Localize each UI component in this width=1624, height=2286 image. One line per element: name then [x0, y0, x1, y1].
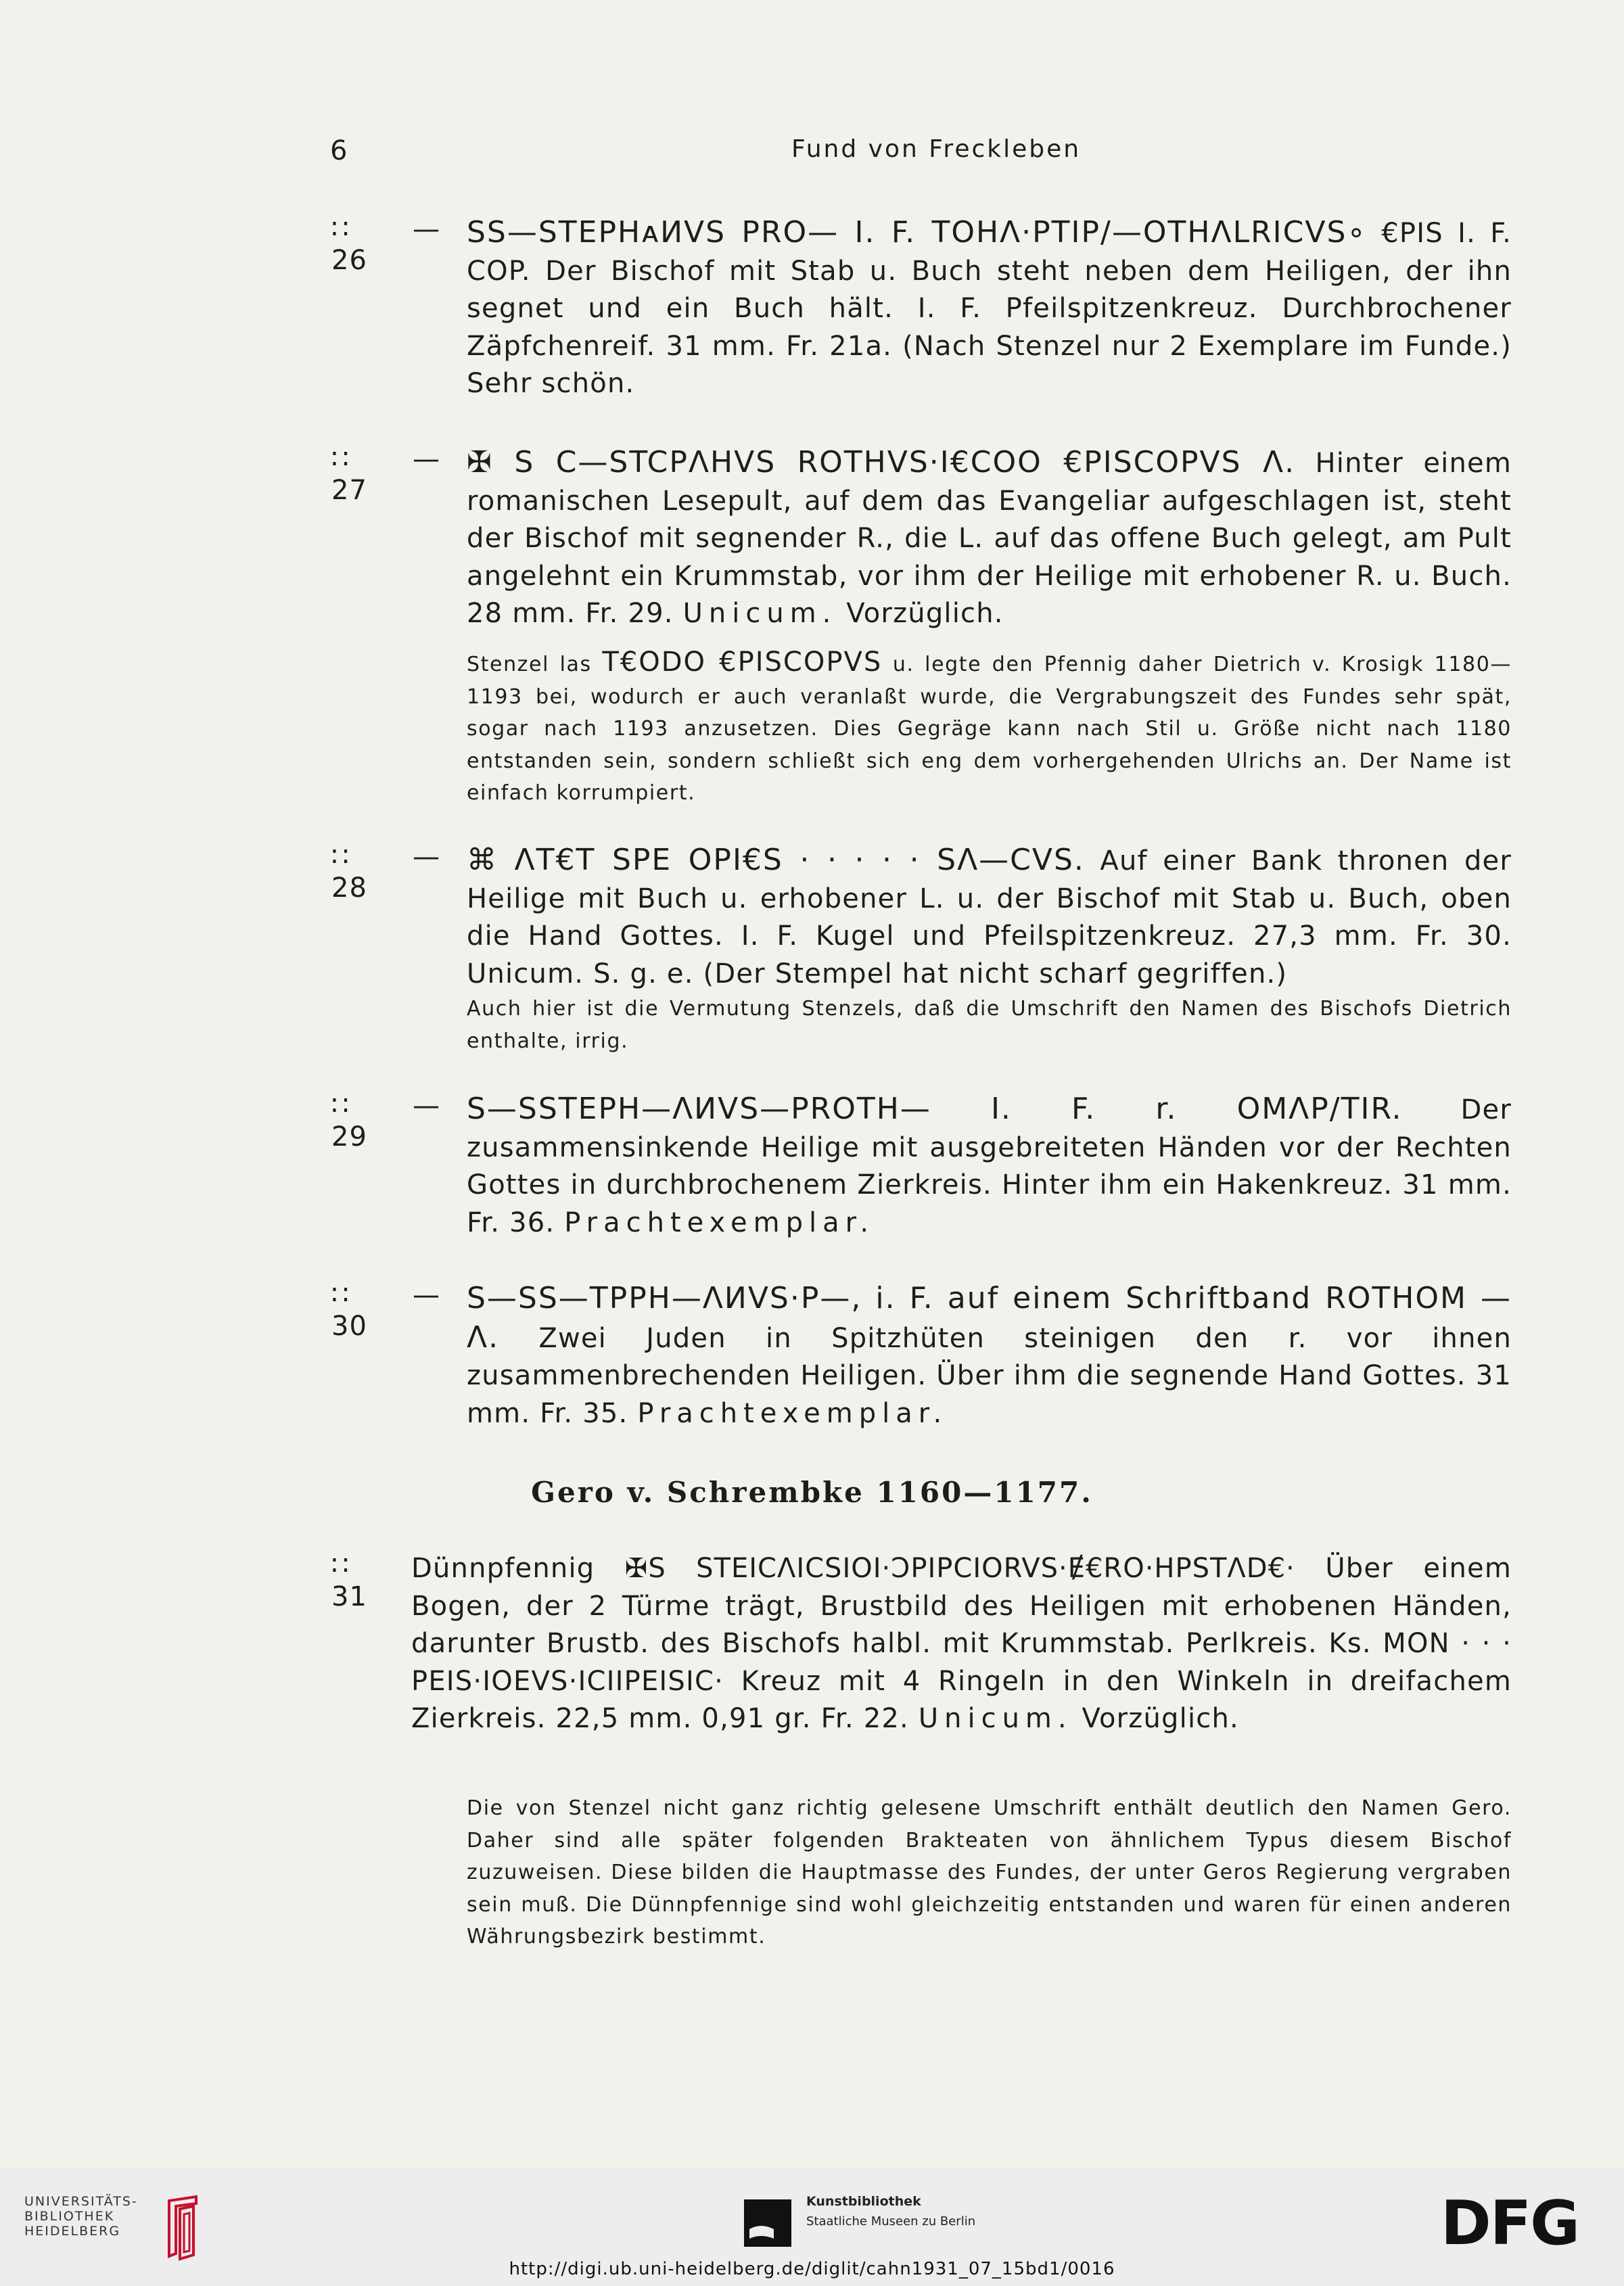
rarity-note: Unicum.: [682, 598, 837, 629]
entry-dash: —: [413, 1090, 440, 1121]
footnote-text: Die von Stenzel nicht ganz richtig gelesene Umschrift enthält deutlich den Namen Gero. Daher sind alle später folgenden Brakteaten von ähnlichem Typus diesem Bischof zuzuweisen. Diese bilden die Hauptmasse des Fundes, der unter Geros Regierung vergraben sein muß. Die Dünnpfennige sind wohl gleichzeitig entstanden und waren für einen anderen Währungsbezirk bestimmt.: [467, 1796, 1512, 1949]
coin-legend: ✠ S C—STCPɅHVS ROTHVS·I€COO €PISCOPVS Ʌ.: [467, 445, 1296, 480]
entry-text: [467, 1090, 1512, 1242]
kunstbibliothek-subtitle: Staatliche Museen zu Berlin: [806, 2214, 976, 2229]
entry-text: [467, 214, 1512, 403]
footnote-legend: T€ODO €PISCOPVS: [602, 647, 883, 678]
running-title: Fund von Freckleben: [791, 135, 1082, 163]
catalog-entry-27: [331, 444, 1512, 822]
permalink-url[interactable]: http://digi.ub.uni-heidelberg.de/diglit/cahn1931_07_15bd1/0016: [509, 2259, 1115, 2279]
denomination-label: Dünnpfennig: [411, 1553, 595, 1584]
grade-note: Prachtexemplar.: [637, 1397, 948, 1429]
entry-text: [411, 1550, 1512, 1738]
footnote-text: u. legte den Pfennig daher Dietrich v. Krosigk 1180—1193 bei, wodurch er auch veranlaßt wurde, die Vergrabungszeit des Fundes sehr spät, sogar nach 1193 anzusetzen. Dies Gegräge kann nach Stil u. Größe nicht nach 1180 entstanden sein, sondern schließt sich eng dem vorhergehenden Ulrichs an. Der Name ist einfach korrumpiert.: [467, 653, 1512, 805]
catalog-entry-26: [331, 214, 1512, 410]
entry-text: [467, 841, 1512, 993]
coin-legend: ⌘ ɅT€T SPE OPI€S · · · · · SɅ—CVS.: [467, 843, 1085, 877]
entry-footnote: [467, 1792, 1512, 1953]
coin-legend: ✠S STEICɅICSIOI·ƆPIPCIORVS·Ɇ€RO·HPSTɅD€·: [624, 1553, 1295, 1584]
entry-number: ∷ 29: [331, 1090, 367, 1152]
grade-note: Vorzüglich.: [1082, 1703, 1239, 1734]
catalog-entry-28: [331, 841, 1512, 1065]
grade-note: Vorzüglich.: [846, 598, 1004, 629]
entry-number: ∷ 28: [331, 841, 367, 904]
entry-footnote: [467, 647, 1512, 810]
entry-dash: —: [413, 214, 440, 245]
entry-dash: —: [413, 841, 440, 872]
ub-heidelberg-logo[interactable]: [24, 2194, 207, 2248]
entry-description: Der zusammensinkende Heilige mit ausgebreiteten Händen vor der Rechten Gottes in durchbrochenem Zierkreis. Hinter ihm ein Hakenkreuz. 31 mm. Fr. 36.: [467, 1094, 1512, 1238]
entry-description: Auf einer Bank thronen der Heilige mit Buch u. erhobener L. u. der Bischof mit Stab u. Buch, oben die Hand Gottes. I. F. Kugel und Pfeilspitzenkreuz. 27,3 mm. Fr. 30. Unicum. S. g. e. (Der Stempel hat nicht scharf gegriffen.): [467, 845, 1512, 989]
footnote-text: Auch hier ist die Vermutung Stenzels, daß die Umschrift den Namen des Bischofs Dietrich enthalte, irrig.: [467, 997, 1512, 1053]
kunstbibliothek-icon: [744, 2199, 791, 2247]
footnote-lead: Stenzel las: [467, 653, 592, 676]
entry-description: Zwei Juden in Spitzhüten steinigen den r. vor ihnen zusammenbrechenden Heiligen. Über ihm die segnende Hand Gottes. 31 mm. Fr. 35.: [467, 1322, 1512, 1429]
rarity-note: Unicum.: [918, 1703, 1073, 1734]
ub-logo-text: UNIVERSITÄTS- BIBLIOTHEK HEIDELBERG: [24, 2194, 138, 2239]
entry-text: [467, 444, 1512, 633]
digitization-footer: [0, 2168, 1624, 2286]
kunstbibliothek-title: Kunstbibliothek: [806, 2194, 921, 2209]
dfg-logo[interactable]: [1441, 2191, 1603, 2252]
entry-footnote: [467, 993, 1512, 1057]
entry-number: ∷ 27: [331, 444, 367, 506]
dfg-logo-text: DFG: [1441, 2191, 1579, 2252]
page-header: [0, 135, 1624, 176]
coin-legend: S—SSTEPH—ɅИVS—PROTH— I. F. r. OMɅP/TIR.: [467, 1092, 1403, 1126]
ub-column-icon: [149, 2194, 216, 2262]
entry-number: ∷ 30: [331, 1280, 367, 1342]
entry-number: ∷ 31: [331, 1550, 367, 1612]
coin-legend: S—SS—TPPH—ɅИVS·P—, i. F. auf einem Schriftband ROTHOM —Ʌ.: [467, 1281, 1512, 1355]
grade-note: Prachtexemplar.: [564, 1207, 875, 1238]
section-heading: Gero v. Schrembke 1160—1177.: [531, 1476, 1093, 1509]
entry-dash: —: [413, 444, 440, 475]
entry-description: €PIS I. F. COP. Der Bischof mit Stab u. Buch steht neben dem Heiligen, der ihn segnet und ein Buch hält. I. F. Pfeilspitzenkreuz. Durchbrochener Zäpfchenreif. 31 mm. Fr. 21a. (Nach Stenzel nur 2 Exemplare im Funde.) Sehr schön.: [467, 218, 1512, 399]
entry-dash: —: [413, 1280, 440, 1311]
entry-description: Hinter einem romanischen Lesepult, auf dem das Evangeliar aufgeschlagen ist, steht der Bischof mit segnender R., die L. auf das offene Buch gelegt, am Pult angelehnt ein Krummstab, vor ihm der Heilige mit erhobener R. u. Buch. 28 mm. Fr. 29.: [467, 448, 1512, 629]
entry-description: Über einem Bogen, der 2 Türme trägt, Brustbild des Heiligen mit erhobenen Händen, darunter Brustb. des Bischofs halbl. mit Krummstab. Perlkreis. Ks. MON · · · PEIS·IOEVS·ICIIPEISIC· Kreuz mit 4 Ringeln in den Winkeln in dreifachem Zierkreis. 22,5 mm. 0,91 gr. Fr. 22.: [411, 1553, 1512, 1734]
entry-text: [467, 1280, 1512, 1432]
entry-number: ∷ 26: [331, 214, 367, 276]
coin-legend: SS—STEPHᴀИVS PRO— I. F. TOHɅ·PTIP/—OTHɅLRICVS∘: [467, 215, 1367, 250]
page-number: 6: [330, 135, 348, 166]
catalog-entry-29: [331, 1090, 1512, 1253]
catalog-entry-31: [331, 1550, 1512, 1956]
catalog-entry-30: [331, 1280, 1512, 1442]
